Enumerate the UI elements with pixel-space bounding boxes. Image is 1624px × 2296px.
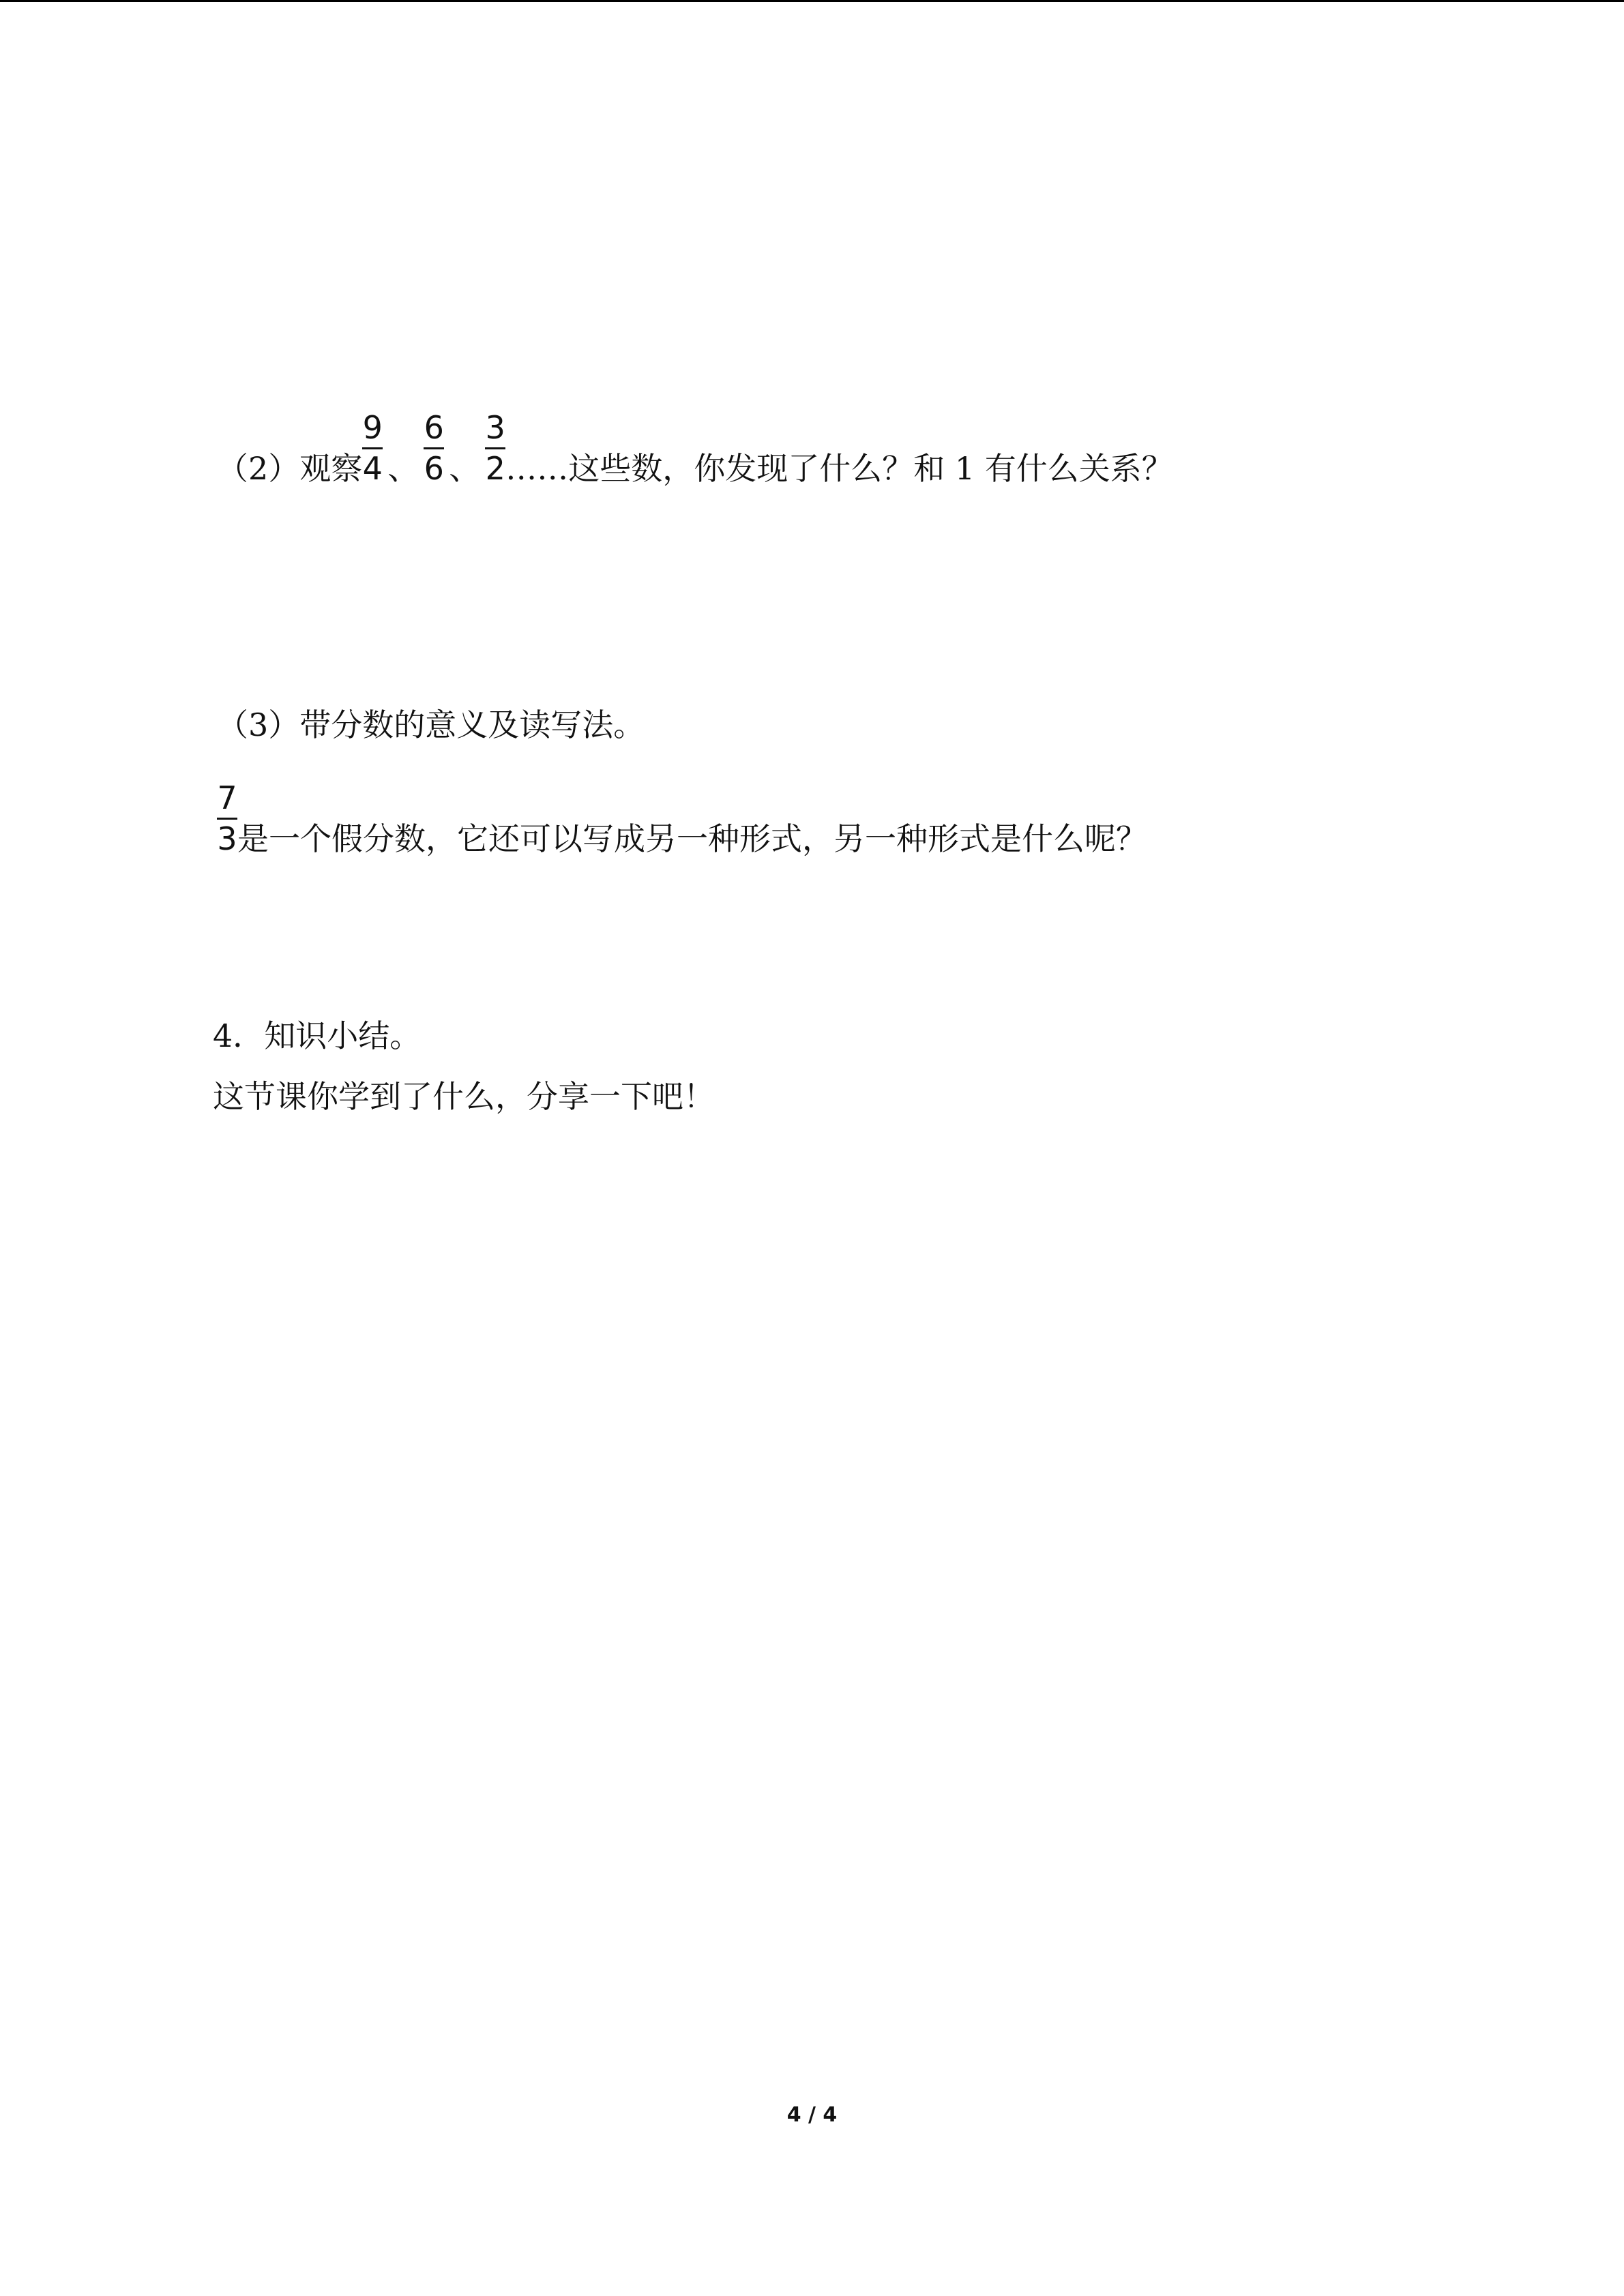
page-number: 4 / 4 — [786, 2103, 838, 2127]
fraction-numerator: 6 — [424, 409, 444, 446]
enumeration-comma: 、 — [449, 450, 481, 487]
fraction-bar — [485, 447, 505, 449]
page-top-border — [0, 0, 1624, 2]
section-4-heading: 4．知识小结。 — [213, 1017, 422, 1054]
fraction-numerator: 3 — [485, 409, 505, 446]
fraction-denominator: 3 — [217, 820, 237, 857]
fraction-numerator: 9 — [362, 409, 383, 446]
fraction-bar — [424, 447, 444, 449]
fraction-denominator: 2 — [485, 450, 505, 487]
section-4-text: 这节课你学到了什么，分享一下吧！ — [213, 1078, 715, 1115]
fraction-3-2 — [485, 409, 505, 487]
fraction-bar — [362, 447, 383, 449]
fraction-bar — [217, 818, 237, 820]
question-3-text: 是一个假分数，它还可以写成另一种形式，另一种形式是什么呢？ — [237, 820, 1147, 857]
fraction-numerator: 7 — [217, 779, 237, 816]
question-2-line — [217, 409, 1173, 487]
fraction-9-4 — [362, 409, 383, 487]
fraction-6-6 — [424, 409, 444, 487]
question-3-heading: （3）带分数的意义及读写法。 — [217, 706, 645, 743]
fraction-denominator: 4 — [362, 450, 383, 487]
enumeration-comma: 、 — [387, 450, 419, 487]
question-3-line — [217, 779, 1147, 857]
question-2-prefix: （2）观察 — [217, 450, 363, 487]
fraction-denominator: 6 — [424, 450, 444, 487]
question-2-suffix: ……这些数，你发现了什么？和 1 有什么关系？ — [505, 450, 1173, 487]
fraction-7-3 — [217, 779, 237, 857]
